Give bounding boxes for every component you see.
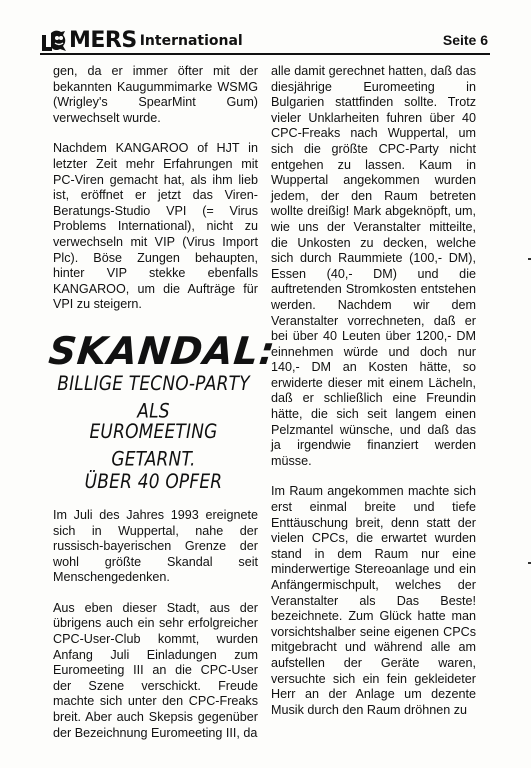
article-headline [46, 328, 278, 494]
left-column [46, 64, 278, 756]
magazine-logo [40, 26, 243, 53]
header-rule [40, 53, 490, 55]
lemming-logo-icon [40, 29, 68, 53]
logo-title: MERS [69, 28, 137, 53]
paragraph: Im Juli des Jahres 1993 ereignete sich in Wuppertal, nahe der russisch-bayerischen Grenze der wohl größte Skandal seit Menschengedenken. [53, 507, 258, 585]
logo-subtitle: International [139, 33, 243, 49]
headline-subtitle-line: EUROMEETING GETARNT. [89, 420, 218, 472]
paragraph: Aus eben dieser Stadt, aus der übrigens auch ein sehr erfolgreicher CPC-User-Club kommt, wurden Anfang Juli Einladungen zum Euromeeting III an die CPC-User der Szene verschickt. Freude machte sich unter den CPC-Freaks breit. Aber auch Skepsis gegenüber der Bezeichnung Euromeeting III, da [53, 600, 258, 740]
page-header [40, 26, 492, 52]
paragraph: gen, da er immer öfter mit der bekannten Kaugummimarke WSMG (Wrigley's SpearMint Gum) verwechselt wurde. [53, 64, 258, 125]
headline-subtitle-line: ÜBER 40 OPFER [84, 470, 223, 494]
page-number: Seite 6 [442, 32, 488, 48]
paragraph: Nachdem KANGAROO of HJT in letzter Zeit mehr Erfahrungen mit PC-Viren gemacht hat, als ihm lieb ist, eröffnet er jetzt das Viren-Beratungs-Studio VPI (= Virus Problems International), nicht zu verwechseln mit VIP (Virus Import Plc). Böse Zungen behaupten, hinter VIP stekke ebenfalls KANGAROO, um die Aufträge für VPI zu steigern. [53, 141, 258, 312]
right-column [271, 64, 476, 733]
headline-subtitle-line: BILLIGE TECNO-PARTY ALS [57, 372, 250, 424]
paragraph: alle damit gerechnet hatten, daß das diesjährige Euromeeting in Bulgarien stattfinden sollte. Trotz vieler Unklarheiten fuhren über 40 CPC-Freaks nach Wuppertal, um sich die größte CPC-Party nicht entgehen zu lassen. Kaum in Wuppertal angekommen wurden jedem, der den Raum betreten wollte dreißig! Mark abgeknöpft, um, wie uns der Veranstalter mitteilte, die Unkosten zu decken, welche sich durch Raummiete (100,- DM), Essen (40,- DM) und die auftretenden Stromkosten entstehen werden. Nachdem wir dem Veranstalter vorrechneten, daß er bei über 40 Leuten über 1200,- DM einnehmen würde und doch nur 140,- DM an Kosten hätte, so erwiderte dieser mit einem Lächeln, daß er schließlich eine Freundin hätte, die sich seit langem einen Pelzmantel wünsche, und daß das ja irgendwie finanziert werden müsse. [271, 64, 476, 468]
headline-title: SKANDAL: [46, 328, 278, 373]
paragraph: Im Raum angekommen machte sich erst einmal breite und tiefe Enttäuschung breit, denn statt der vielen CPCs, die erwartet wurden stand in dem Raum nur eine minderwertige Stereoanlage und ein Anfängermischpult, welches der Veranstalter als Das Beste! bezeichnete. Zum Glück hatte man vorsichtshalber seine eigenen CPCs mitgebracht und während alle am aufstellen der Geräte waren, versuchte sich ein fein gekleideter Herr an der Anlage um dezente Musik durch den Raum dröhnen zu [271, 484, 476, 717]
